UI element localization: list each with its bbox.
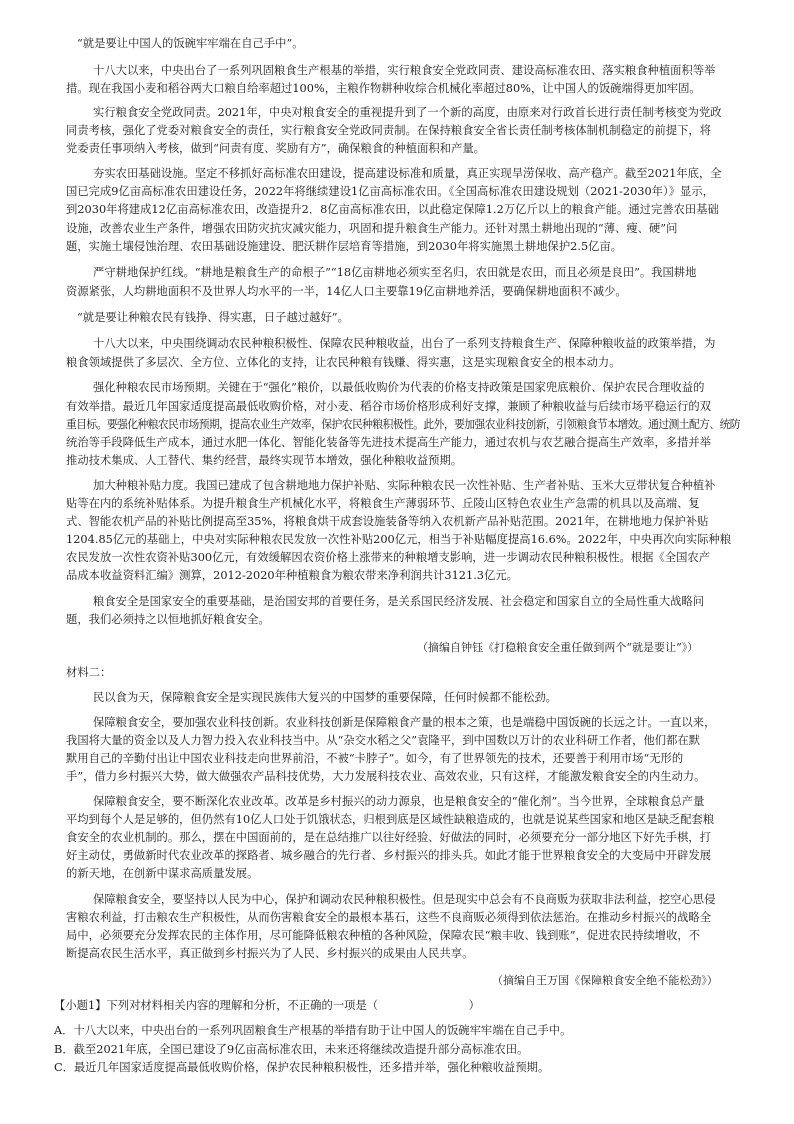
text-line: 推动技术集成、人工替代、集约经营，最终实现节本增效，强化种粮收益预期。 [66, 454, 463, 467]
text-line: 题，实施土壤侵蚀治理、农田基础设施建设、肥沃耕作层培育等措施，到2030年将实施黑土耕地保护2.5亿亩。 [66, 240, 623, 253]
text-line: 有效举措。最近几年国家适度提高最低收购价格，对小麦、稻谷市场价格形成利好支撑，兼顾了种粮收益与后续市场平稳运行的双 [66, 400, 712, 413]
option-a[interactable]: A．十八大以来，中央出台的一系列巩固粮食生产根基的举措有助于让中国人的饭碗牢牢端在自己手中。 [54, 1024, 572, 1037]
text-line: 加大种粮补贴力度。我国已建成了包含耕地地力保护补贴、实际种粮农民一次性补贴、生产者补贴、玉米大豆带状复合种植补 [93, 479, 716, 492]
option-c[interactable]: C．最近几年国家适度提高最低收购价格，保护农民种粮积极性，还多措并举，强化种粮收益预期。 [54, 1061, 550, 1074]
text-line: 局中，必须要充分发挥农民的主体作用，尽可能降低粮农种植的各种风险，保障农民“粮丰收、钱到账”，促进农民持续增收，不 [66, 929, 701, 942]
text-line: 十八大以来，中央出台了一系列巩固粮食生产根基的举措，实行粮食安全党政同责、建设高标准农田、落实粮食种植面积等举 [93, 64, 716, 77]
text-line: 好主动仗，勇做新时代农业改革的探路者、城乡融合的先行者、乡村振兴的排头兵。如此才能于世界粮食安全的大变局中开辟发展 [66, 849, 712, 862]
text-line: 食安全的农业机制的。那么，摆在中国面前的，是在总结推广以往好经验、好做法的同时，必须要充分一部分地区下好先手棋，打 [66, 831, 712, 844]
text-line: 平均到每个人是足够的，但仍然有10亿人口处于饥饿状态，归根到底是区域性缺粮造成的，也就是说某些国家和地区是缺乏配套粮 [66, 813, 715, 826]
text-line: 手”，借力乡村振兴大势，做大做强农产品科技优势，大力发展科技农业、高效农业，只有这样，才能激发粮食安全的内生动力。 [66, 770, 706, 783]
source-citation: （摘编自王万国《保障粮食安全绝不能松劲》） [492, 974, 718, 987]
text-line: 设施，改善农业生产条件，增强农田防灾抗灾减灾能力，巩固和提升粮食生产能力。还针对黑土耕地出现的“薄、瘦、硬”问 [66, 222, 678, 235]
text-line: 十八大以来，中央围绕调动农民种粮积极性、保障农民种粮收益，出台了一系列支持粮食生产、保障种粮收益的政策举措，为 [93, 337, 716, 350]
text-line: 实行粮食安全党政同责。2021年，中央对粮食安全的重视提升到了一个新的高度，由原来对行政首长进行责任制考核变为党政 [93, 106, 722, 119]
text-line: 党委责任事项纳入考核，做到“问责有度、奖励有方”，确保粮食的种植面积和产量。 [66, 142, 486, 155]
text-line: 粮食安全是国家安全的重要基础，是治国安邦的首要任务，是关系国民经济发展、社会稳定和国家自立的全局性重大战略问 [93, 595, 705, 608]
option-b[interactable]: B．截至2021年底，全国已建设了9亿亩高标准农田，未来还将继续改造提升部分高标准农田。 [54, 1043, 529, 1056]
text-line: 措。现在我国小麦和稻谷两大口粮自给率超过100%，主粮作物耕种收综合机械化率超过80%，让中国人的饭碗端得更加牢固。 [66, 82, 701, 95]
source-citation: （摘编自钟钰《打稳粮食安全重任做到两个“就是要让”》） [417, 641, 699, 654]
text-line: 害粮农利益，打击粮农生产积极性，从而伤害粮食安全的最根本基石，这些不良商贩必须得到依法惩治。在推动乡村振兴的战略全 [66, 911, 712, 924]
text-line: 到2030年将建成12亿亩高标准农田，改造提升2．8亿亩高标准农田，以此稳定保障1.2万亿斤以上的粮食产能。通过完善农田基础 [66, 203, 719, 216]
text-line: 农民发放一次性农资补贴300亿元，有效缓解因农资价格上涨带来的种粮增支影响，进一步调动农民种粮积极性。根据《全国农产 [66, 551, 711, 564]
text-line: 同责考核，强化了党委对粮食安全的责任，实行粮食安全党政同责制。在保持粮食安全省长责任制考核体制机制稳定的前提下，将 [66, 124, 712, 137]
text-line: 品成本收益资料汇编》测算，2012-2020年种植粮食为粮农带来净利润共计3121.3亿元。 [66, 569, 518, 582]
text-line: 保障粮食安全，要加强农业科技创新。农业科技创新是保障粮食产量的根本之策，也是端稳中国饭碗的长远之计。一直以来， [93, 716, 716, 729]
text-line: 资源紧张，人均耕地面积不及世界人均水平的一半，14亿人口主要靠19亿亩耕地养活，要确保耕地面积不减少。 [66, 285, 627, 298]
text-line: “就是要让中国人的饭碗牢牢端在自己手中”。 [77, 37, 304, 50]
text-line: 重目标。要强化种粮农民市场预期，提高农业生产效率，保护农民种粮积极性。此外，要加强农业科技创新，引领粮食节本增效。通过测土配方、统防 [66, 418, 741, 431]
text-line: 默用自己的辛勤付出让中国农业科技走向世界前沿，不被“卡脖子”。如今，有了世界领先的技术，还要善于利用市场“无形的 [66, 752, 684, 765]
text-line: 严守耕地保护红线。“耕地是粮食生产的命根子”“18亿亩耕地必须实至名归，农田就是农田，而且必须是良田”。我国耕地 [93, 266, 697, 279]
text-line: 夯实农田基础设施。坚定不移抓好高标准农田建设，提高建设标准和质量，真正实现旱涝保收、高产稳产。截至2021年底，全 [93, 167, 722, 180]
text-line: 保障粮食安全，要不断深化农业改革。改革是乡村振兴的动力源泉，也是粮食安全的“催化剂”。当今世界，全球粮食总产量 [93, 795, 705, 808]
text-line: 国已完成9亿亩高标准农田建设任务，2022年将继续建设1亿亩高标准农田。《全国高标准农田建设规划（2021-2030年）》显示， [66, 185, 714, 198]
section-heading: 材料二： [66, 666, 112, 679]
text-line: “就是要让种粮农民有钱挣、得实惠，日子越过越好”。 [77, 311, 349, 324]
text-line: 我国将大量的资金以及人力智力投入农业科技当中。从“杂交水稻之父”袁隆平，到中国数以万计的农业科研工作者，他们都在默 [66, 734, 701, 747]
text-line: 的新天地，在创新中谋求高质量发展。 [66, 867, 259, 880]
text-line: 式、智能农机产品的补贴比例提高至35%，将粮食烘干成套设施装备等纳入农机新产品补贴范围。2021年，在耕地地力保护补贴 [66, 515, 709, 528]
question-stem: 【小题1】下列对材料相关内容的理解和分析，不正确的一项是（ ） [54, 999, 480, 1012]
text-line: 民以食为天，保障粮食安全是实现民族伟大复兴的中国梦的重要保障，任何时候都不能松劲。 [93, 691, 557, 704]
text-line: 粮食领域提供了多层次、全方位、立体化的支持，让农民种粮有钱赚、得实惠，这是实现粮食安全的根本动力。 [66, 356, 621, 369]
text-line: 统治等手段降低生产成本，通过水肥一体化、智能化装备等先进技术提高生产能力，通过农机与农艺融合提高生产效率，多措并举 [66, 436, 712, 449]
text-line: 贴等在内的系统补贴体系。为提升粮食生产机械化水平，将粮食生产薄弱环节、丘陵山区特色农业生产急需的机具以及高端、复 [66, 497, 700, 510]
text-line: 题，我们必须持之以恒地抓好粮食安全。 [66, 613, 270, 626]
text-line: 强化种粮农民市场预期。关键在于“强化”粮价，以最低收购价为代表的价格支持政策是国家兜底粮价、保护农民合理收益的 [93, 381, 705, 394]
text-line: 1204.85亿元的基础上，中央对实际种粮农民发放一次性补贴200亿元，相当于补贴幅度提高16.6%。2022年，中央再次向实际种粮 [66, 533, 732, 546]
text-line: 保障粮食安全，要坚持以人民为中心，保护和调动农民种粮积极性。但是现实中总会有不良商贩为获取非法利益，挖空心思侵 [93, 893, 716, 906]
text-line: 断提高农民生活水平，真正做到乡村振兴为了人民、乡村振兴的成果由人民共享。 [66, 947, 474, 960]
